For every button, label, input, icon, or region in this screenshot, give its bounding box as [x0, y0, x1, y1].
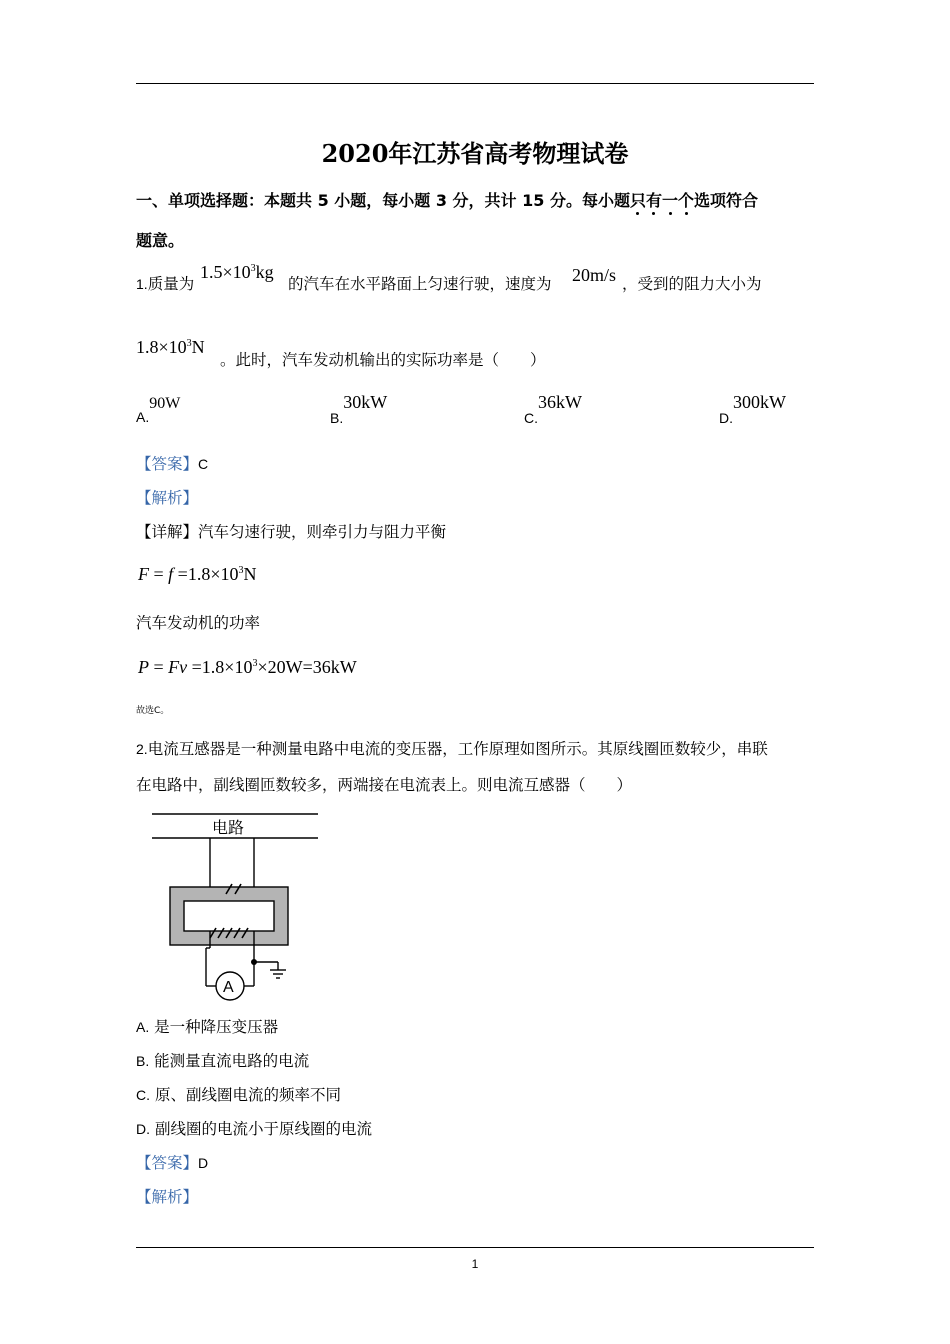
page-title: 2020年江苏省高考物理试卷: [321, 139, 629, 168]
conclusion-text: 故选C。: [136, 706, 170, 716]
question-text: 的汽车在水平路面上匀速行驶，速度为: [288, 275, 552, 293]
eq-exponent: 3: [252, 658, 258, 669]
question-text: 电流互感器是一种测量电路中电流的变压器，工作原理如图所示。其原线圈匝数较少，串联: [147, 740, 768, 758]
analysis-tag: 【解析】: [136, 489, 199, 507]
eq-unit: N: [243, 564, 257, 584]
emphasis-char: 只: [629, 191, 646, 210]
force-unit: N: [191, 337, 205, 357]
option-a[interactable]: [136, 393, 181, 425]
option-label: D.: [136, 1121, 150, 1137]
option-text: 能测量直流电路的电流: [154, 1052, 310, 1070]
force-value: [136, 337, 205, 358]
option-label: B.: [136, 1053, 150, 1069]
answer-tag: 【答案】: [136, 1154, 199, 1172]
question-number: 1.: [136, 276, 148, 292]
option-a[interactable]: [136, 1015, 278, 1037]
option-c[interactable]: [524, 392, 582, 426]
option-b[interactable]: [136, 1049, 309, 1071]
force-exponent: 3: [186, 338, 192, 349]
question-text: 质量为: [147, 275, 195, 293]
option-label: A.: [136, 1019, 150, 1035]
detail-tag: 【详解】: [136, 523, 199, 541]
mass-value: [200, 262, 274, 283]
speed-value: 20m/s: [572, 265, 617, 285]
option-value: 90W: [149, 395, 181, 412]
option-d[interactable]: [719, 392, 786, 426]
option-label: B.: [330, 410, 344, 426]
option-text: 是一种降压变压器: [154, 1018, 279, 1036]
option-label: C.: [524, 410, 538, 426]
eq-operator: =: [149, 657, 169, 677]
section-heading-prefix: 一、单项选择题：本题共 5 小题，每小题 3 分，共计 15 分。每小题: [136, 191, 630, 210]
question-2-line1: [136, 737, 768, 759]
eq-value: =1.8×10: [187, 657, 253, 677]
equation-1: [138, 564, 256, 585]
emphasis-char: 有: [645, 191, 662, 210]
emphasis-char: 个: [678, 191, 695, 210]
mass-exponent: 3: [250, 263, 256, 274]
option-value: 300kW: [733, 392, 786, 412]
circuit-label: 电路: [212, 818, 245, 837]
option-value: 36kW: [538, 392, 582, 412]
mass-unit: kg: [255, 262, 274, 282]
answer-value: C: [198, 456, 209, 472]
answer-tag: 【答案】: [136, 455, 199, 473]
section-heading-line2: 题意。: [136, 231, 185, 250]
answer-value: D: [198, 1155, 209, 1171]
eq-symbol: f: [168, 564, 174, 584]
eq-symbol: Fv: [168, 657, 188, 677]
option-label: A.: [136, 409, 150, 425]
option-label: D.: [719, 410, 733, 426]
detail-line: [136, 520, 446, 542]
option-text: 原、副线圈电流的频率不同: [154, 1086, 341, 1104]
footer-rule: [136, 1247, 814, 1248]
header-rule: [136, 83, 814, 84]
answer-line: [136, 1151, 208, 1173]
question-number: 2.: [136, 741, 148, 757]
page-number: 1: [471, 1257, 479, 1271]
current-transformer-diagram: [140, 808, 330, 1004]
option-text: 副线圈的电流小于原线圈的电流: [154, 1120, 372, 1138]
question-1-line1: [136, 272, 194, 294]
section-heading-suffix: 选项符合: [694, 191, 759, 210]
emphasis-char: 一: [662, 191, 679, 210]
question-text: ，受到的阻力大小为: [622, 275, 762, 293]
ammeter-label: A: [223, 979, 234, 996]
eq-operator: =: [149, 564, 169, 584]
option-c[interactable]: [136, 1083, 341, 1105]
force-base: 1.8×10: [136, 337, 187, 357]
eq-symbol: F: [138, 564, 149, 584]
ground-icon: [270, 970, 286, 978]
section-heading: [136, 188, 758, 211]
option-d[interactable]: [136, 1117, 372, 1139]
eq-exponent: 3: [238, 565, 244, 576]
answer-line: [136, 452, 208, 474]
option-b[interactable]: [330, 392, 388, 426]
equation-2: [138, 657, 357, 678]
option-value: 30kW: [343, 392, 388, 412]
eq-value: =1.8×10: [173, 564, 239, 584]
analysis-tag: 【解析】: [136, 1188, 199, 1206]
mass-base: 1.5×10: [200, 262, 251, 282]
eq-value: ×20W=36kW: [257, 657, 357, 677]
power-text: 汽车发动机的功率: [136, 614, 261, 632]
question-text: 。此时，汽车发动机输出的实际功率是（ ）: [220, 351, 546, 369]
question-2-line2: 在电路中，副线圈匝数较多，两端接在电流表上。则电流互感器（ ）: [136, 776, 633, 794]
option-label: C.: [136, 1087, 150, 1103]
eq-symbol: P: [138, 657, 149, 677]
detail-text: 汽车匀速行驶，则牵引力与阻力平衡: [198, 523, 447, 541]
